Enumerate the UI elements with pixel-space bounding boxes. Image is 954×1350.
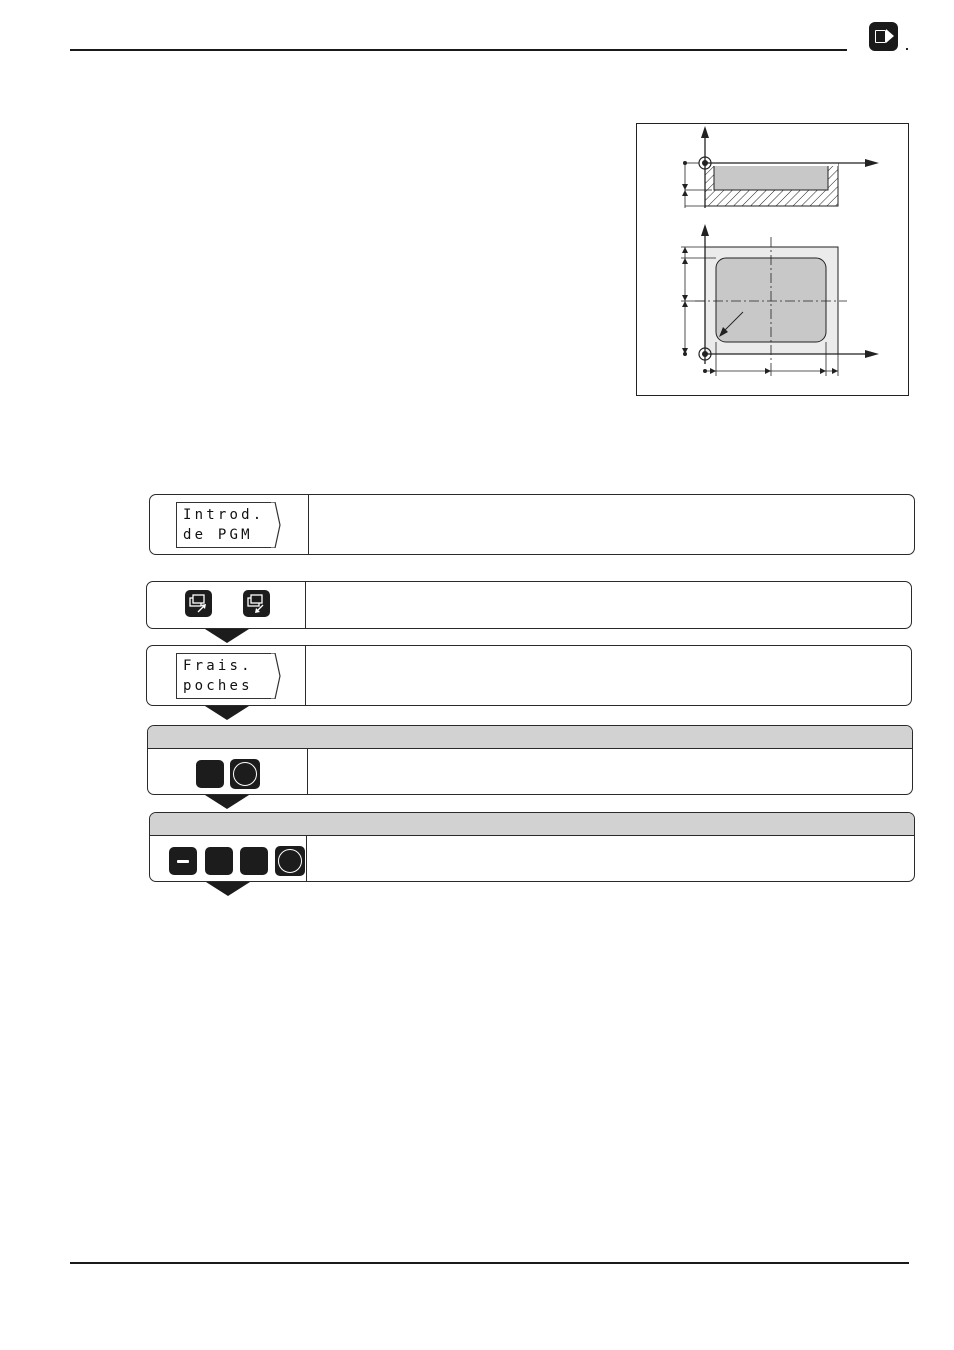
header-dot [906,48,908,50]
display-pocket-milling [176,653,273,699]
rectangular-pocket-diagram [636,123,909,396]
flow-arrow-3 [205,795,249,809]
display-line-1: Introd. [183,507,265,523]
enter-key[interactable] [275,846,305,876]
softkey-page-up-icon[interactable] [185,590,212,617]
flow-arrow-4 [206,882,250,896]
display-line-2: de PGM [183,527,253,543]
pocket-drawing [637,124,910,397]
step-softkeys [146,581,912,629]
softkey-page-down-icon[interactable] [243,590,270,617]
blank-key[interactable] [196,760,224,788]
step-pocket-milling [146,645,912,706]
display-line-2: poches [183,678,253,694]
blank-key[interactable] [205,847,233,875]
step-header-bar [148,726,912,749]
flow-arrow-1 [205,629,249,643]
blank-key[interactable] [240,847,268,875]
step-input-b [149,812,915,882]
header-rule [70,49,847,51]
step-input-a [147,725,913,795]
enter-key[interactable] [230,759,260,789]
minus-key[interactable] [169,847,197,875]
step-program-entry [149,494,915,555]
display-program-entry [176,502,273,548]
program-entry-icon [869,22,898,51]
step-header-bar [150,813,914,836]
footer-rule [70,1262,909,1264]
display-line-1: Frais. [183,658,253,674]
flow-arrow-2 [205,706,249,720]
